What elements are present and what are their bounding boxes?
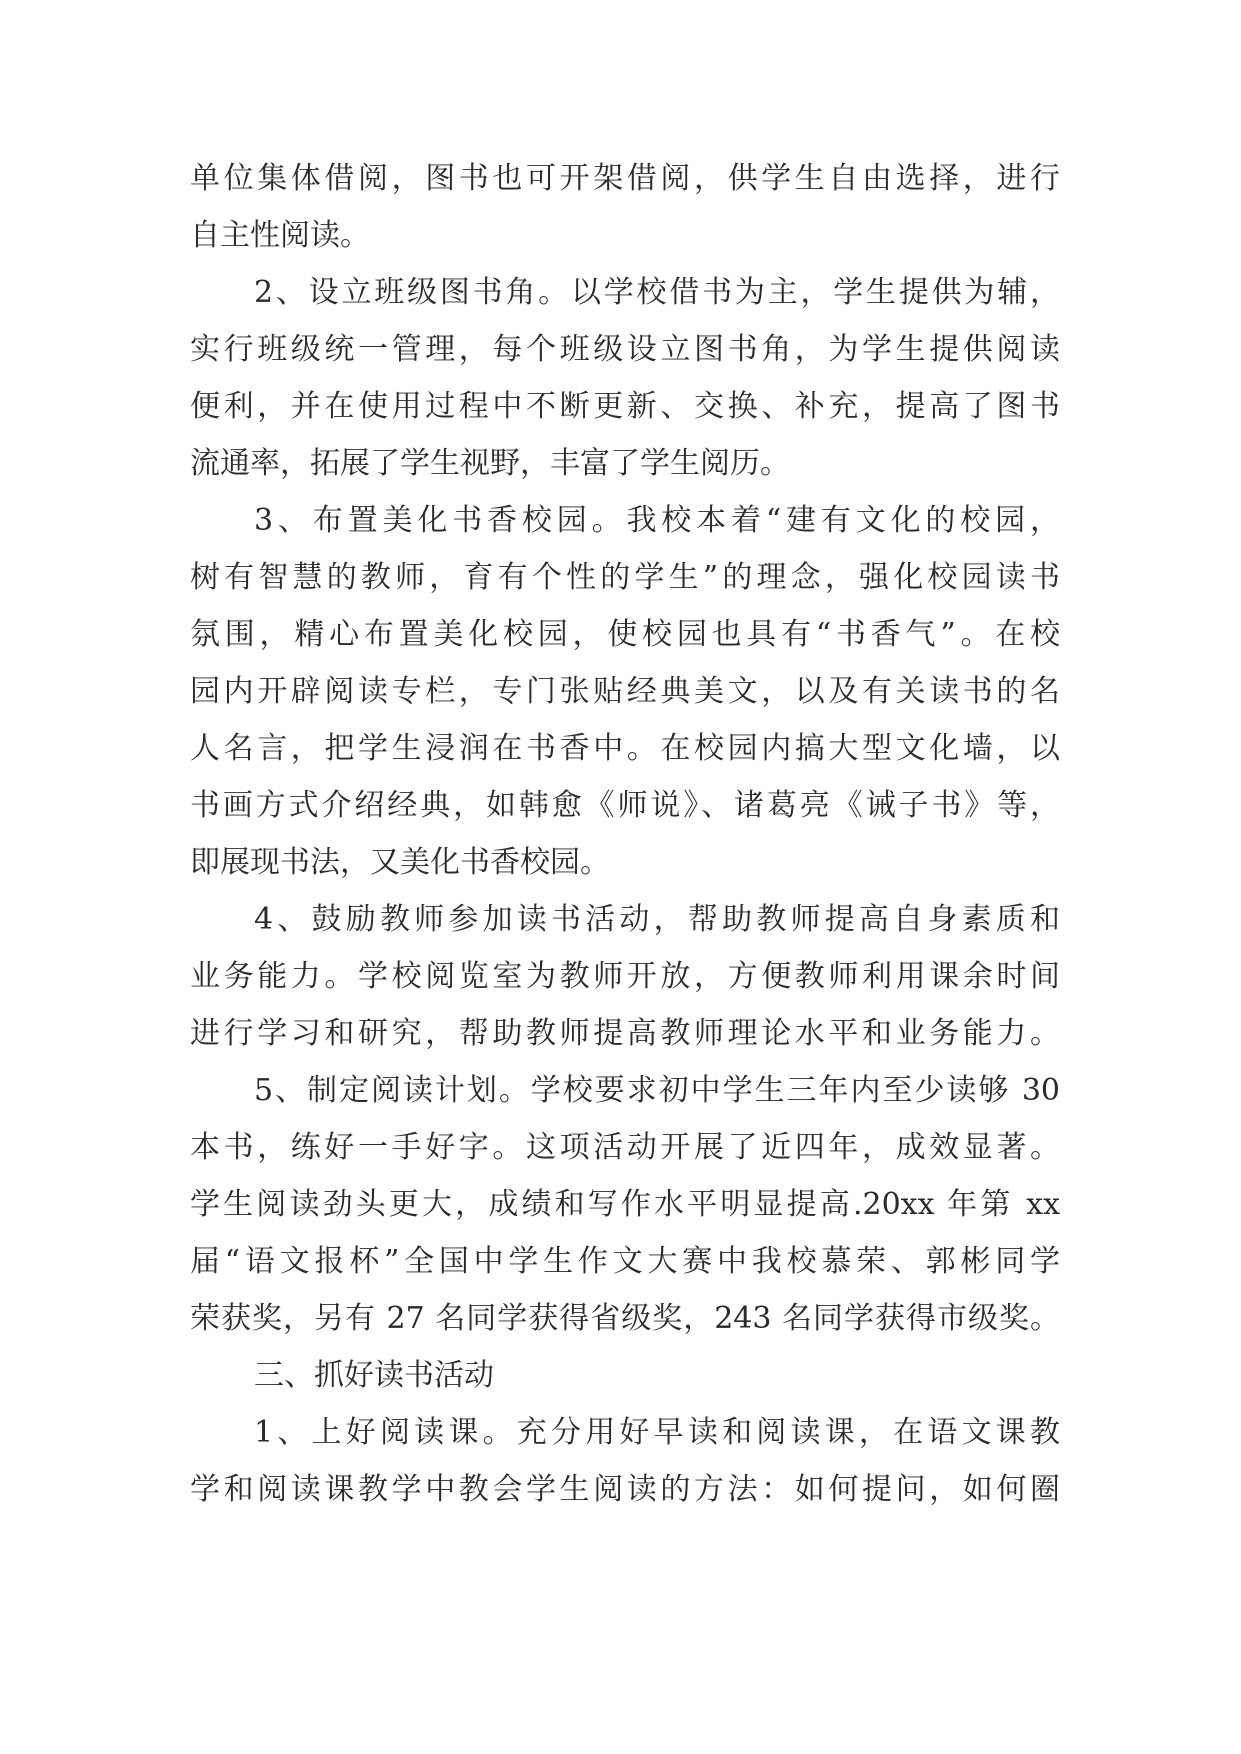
- text-line: 2、设立班级图书角。以学校借书为主，学生提供为辅，: [254, 275, 1060, 310]
- text-line: 便利，并在使用过程中不断更新、交换、补充，提高了图书: [190, 389, 1060, 424]
- text-line: 书画方式介绍经典，如韩愈《师说》、诸葛亮《诫子书》等，: [190, 788, 1060, 823]
- text-line: 自主性阅读。: [190, 218, 370, 253]
- text-line: 园内开辟阅读专栏，专门张贴经典美文，以及有关读书的名: [190, 674, 1060, 709]
- text-line: 流通率，拓展了学生视野，丰富了学生阅历。: [190, 446, 790, 481]
- text-line: 荣获奖，另有 27 名同学获得省级奖，243 名同学获得市级奖。: [190, 1301, 1060, 1336]
- text-line: 业务能力。学校阅览室为教师开放，方便教师利用课余时间: [190, 959, 1060, 994]
- text-line: 进行学习和研究，帮助教师提高教师理论水平和业务能力。: [190, 1016, 1060, 1051]
- text-line: 人名言，把学生浸润在书香中。在校园内搞大型文化墙，以: [190, 731, 1060, 766]
- text-line: 学生阅读劲头更大，成绩和写作水平明显提高.20xx 年第 xx: [190, 1187, 1060, 1222]
- text-line: 本书，练好一手好字。这项活动开展了近四年，成效显著。: [190, 1130, 1060, 1165]
- text-line: 4、鼓励教师参加读书活动，帮助教师提高自身素质和: [254, 902, 1060, 937]
- text-line: 3、布置美化书香校园。我校本着“建有文化的校园，: [254, 503, 1060, 538]
- text-line: 三、抓好读书活动: [254, 1358, 494, 1393]
- text-line: 届“语文报杯”全国中学生作文大赛中我校慕荣、郭彬同学: [190, 1244, 1060, 1279]
- text-line: 学和阅读课教学中教会学生阅读的方法：如何提问，如何圈: [190, 1472, 1060, 1507]
- document-body: [190, 150, 1060, 1518]
- text-line: 5、制定阅读计划。学校要求初中学生三年内至少读够 30: [254, 1073, 1060, 1108]
- text-line: 1、上好阅读课。充分用好早读和阅读课，在语文课教: [254, 1415, 1060, 1450]
- text-line: 氛围，精心布置美化校园，使校园也具有“书香气”。在校: [190, 617, 1060, 652]
- text-line: 即展现书法，又美化书香校园。: [190, 845, 610, 880]
- text-line: 单位集体借阅，图书也可开架借阅，供学生自由选择，进行: [190, 161, 1060, 196]
- text-line: 树有智慧的教师，育有个性的学生”的理念，强化校园读书: [190, 560, 1060, 595]
- text-line: 实行班级统一管理，每个班级设立图书角，为学生提供阅读: [190, 332, 1060, 367]
